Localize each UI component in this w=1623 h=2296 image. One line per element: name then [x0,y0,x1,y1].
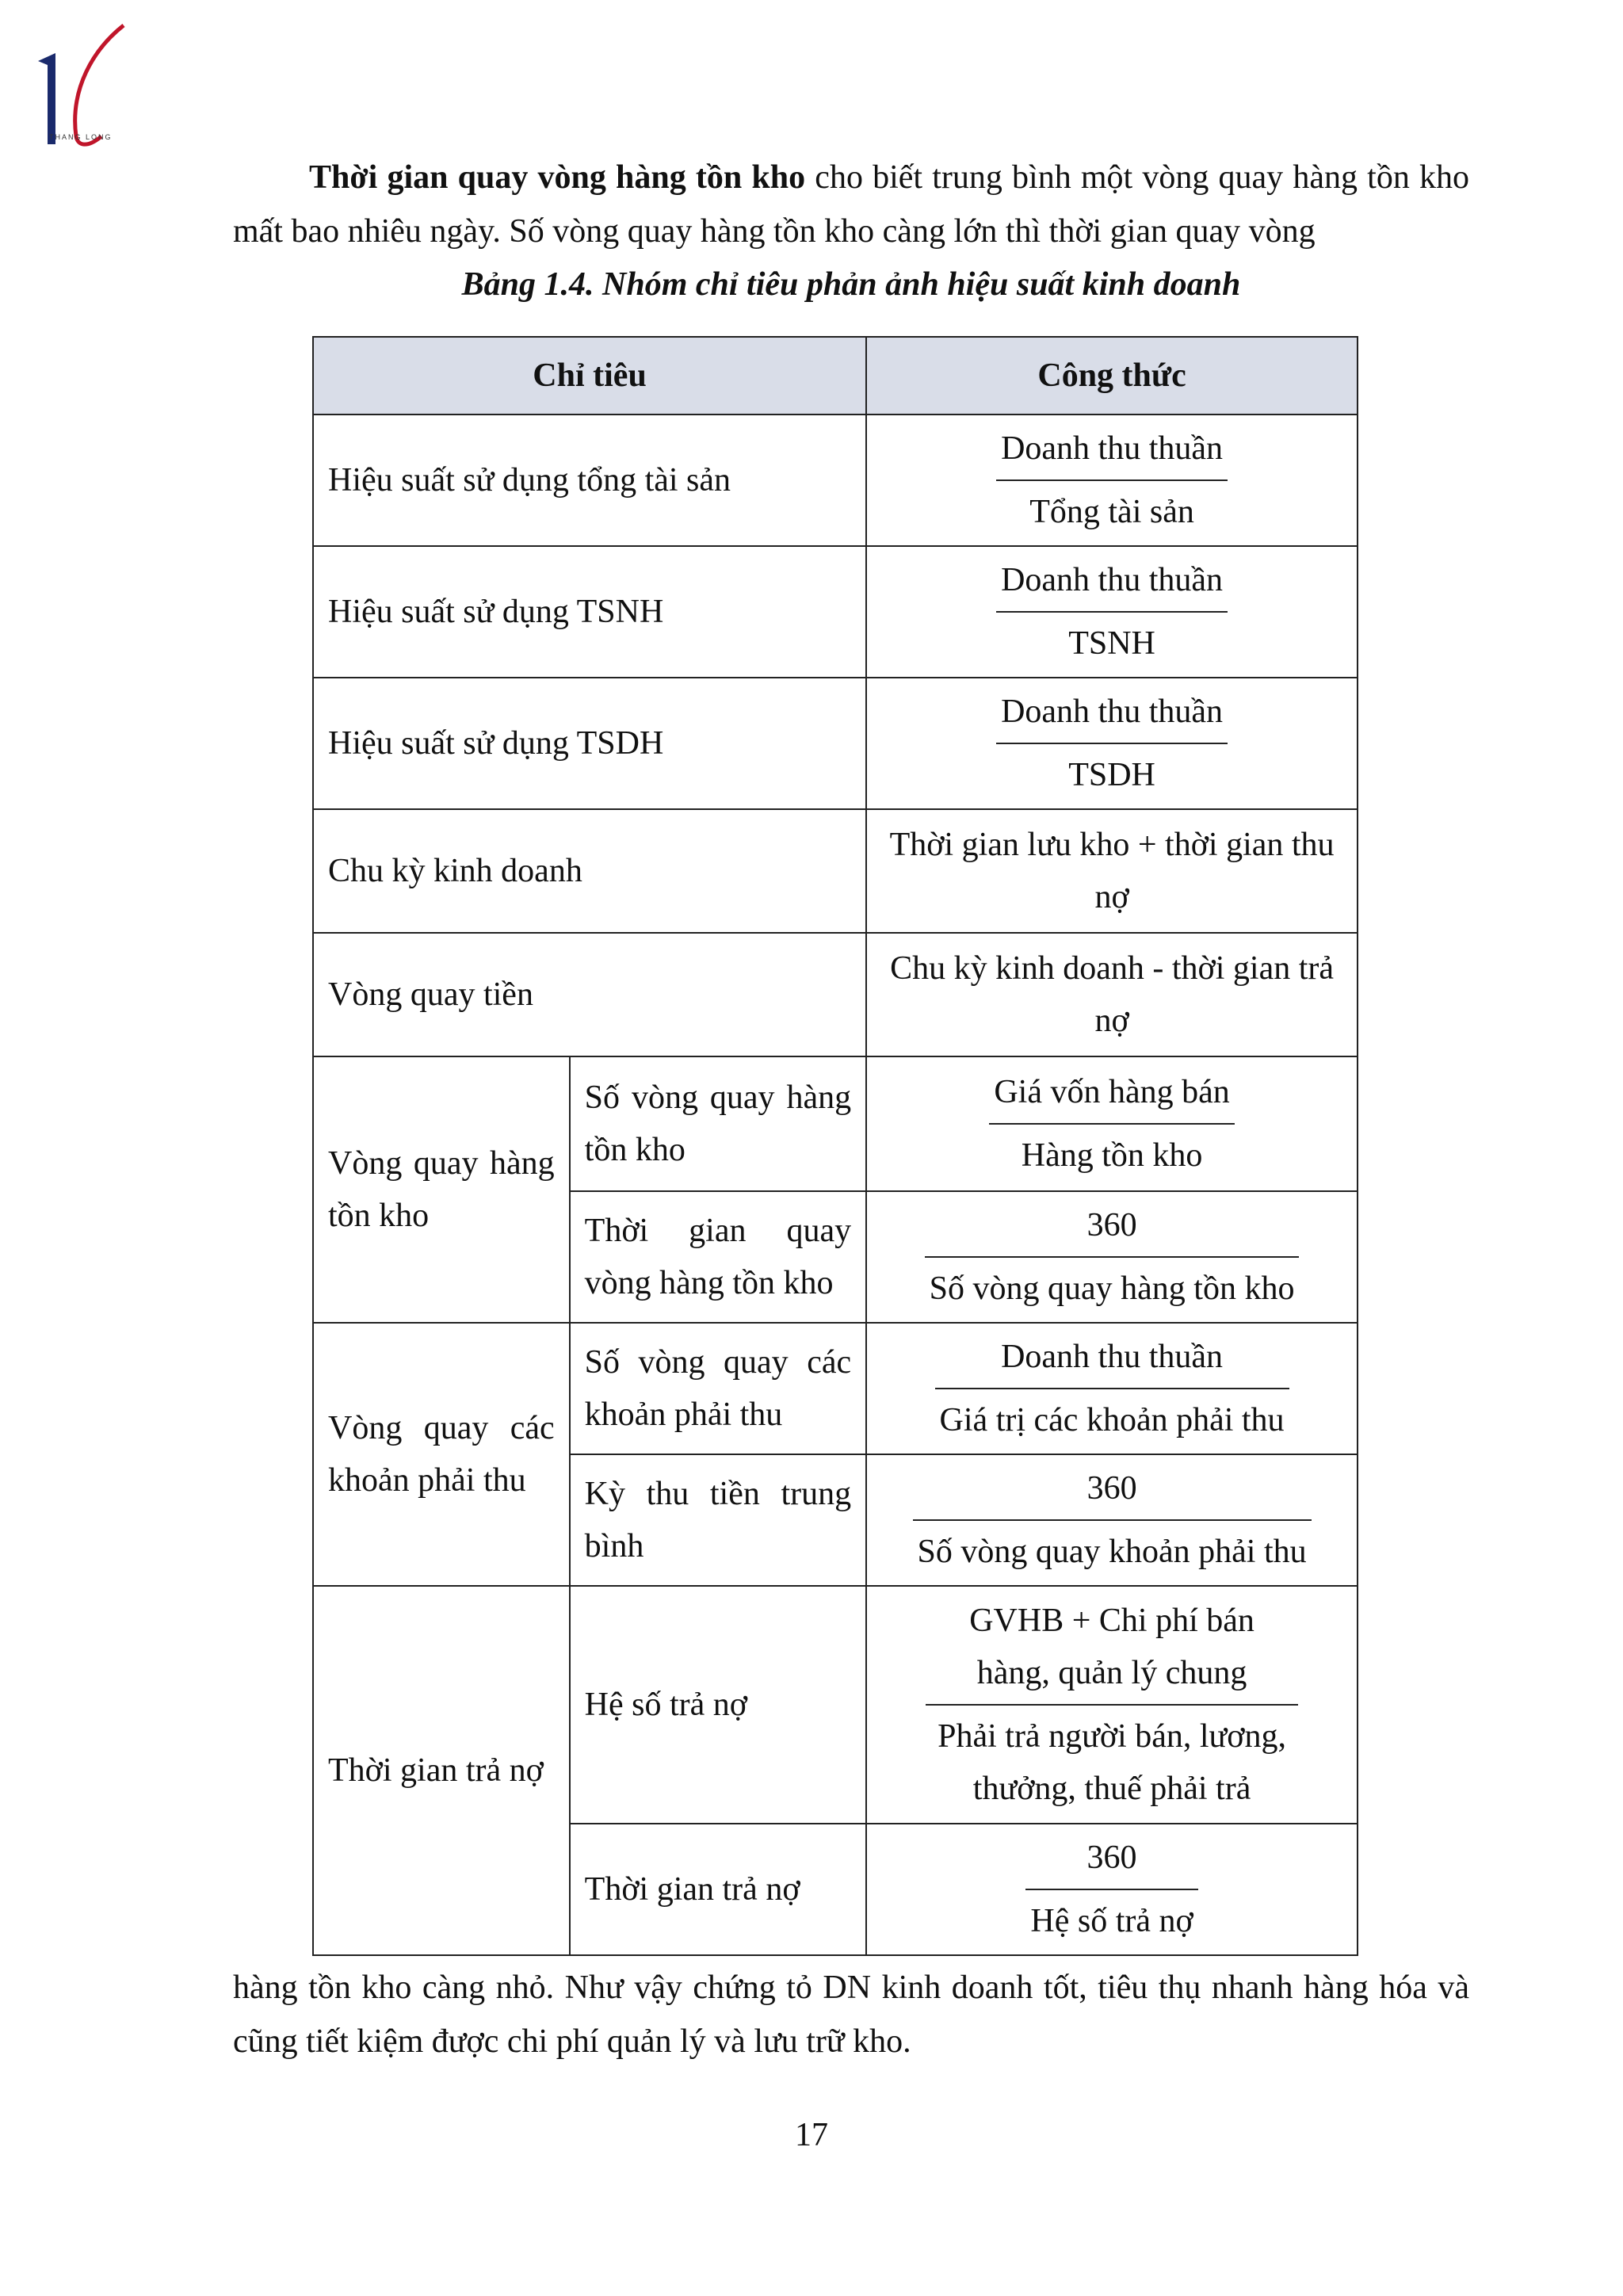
intro-bold-term: Thời gian quay vòng hàng tồn kho [309,159,806,196]
fraction-denominator: Tổng tài sản [1029,494,1194,530]
fraction-numerator: Doanh thu thuần [996,686,1228,744]
sub-label: Số vòng quay các khoản phải thu [570,1323,866,1454]
fraction-numerator: GVHB + Chi phí bán hàng, quản lý chung [926,1595,1298,1706]
formula-cell [866,546,1358,678]
table-caption: Bảng 1.4. Nhóm chỉ tiêu phản ảnh hiệu suất kinh doanh [461,266,1241,303]
sub-label: Thời gian quay vòng hàng tồn kho [570,1191,866,1323]
table-row [313,1586,1358,1824]
formula-text: Thời gian lưu kho + thời gian thu nợ [866,809,1358,933]
formula-cell [866,1824,1358,1955]
formula-cell [866,1454,1358,1586]
formula-cell [866,1056,1358,1191]
formula-cell [866,1191,1358,1323]
fraction [926,1595,1298,1815]
metrics-table [312,336,1358,1956]
table-row [313,1323,1358,1454]
group-label: Thời gian trả nợ [313,1586,570,1955]
table-row [313,1056,1358,1191]
formula-cell [866,415,1358,546]
fraction [925,1199,1300,1315]
formula-text: Chu kỳ kinh doanh - thời gian trả nợ [866,933,1358,1056]
row-label: Hiệu suất sử dụng TSNH [313,546,866,678]
row-label: Hiệu suất sử dụng TSDH [313,678,866,809]
intro-paragraph [233,151,1469,258]
table-row [313,678,1358,809]
fraction-denominator: TSDH [1068,757,1155,793]
row-label: Chu kỳ kinh doanh [313,809,866,933]
fraction-numerator: 360 [1025,1832,1197,1890]
group-label: Vòng quay hàng tồn kho [313,1056,570,1323]
group-label: Vòng quay các khoản phải thu [313,1323,570,1586]
row-label: Vòng quay tiền [313,933,866,1056]
fraction [989,1066,1234,1182]
fraction-numerator: 360 [913,1462,1312,1521]
university-logo [30,17,141,152]
page-number: 17 [795,2117,828,2153]
formula-cell [866,1586,1358,1824]
sub-label: Kỳ thu tiền trung bình [570,1454,866,1586]
row-label: Hiệu suất sử dụng tổng tài sản [313,415,866,546]
formula-cell [866,678,1358,809]
fraction-numerator: Giá vốn hàng bán [989,1066,1234,1125]
fraction-denominator: Số vòng quay khoản phải thu [917,1534,1307,1570]
table-header-row [313,337,1358,415]
sub-label: Thời gian trả nợ [570,1824,866,1955]
logo-caption: THANG LONG [49,133,113,141]
sub-label: Số vòng quay hàng tồn kho [570,1056,866,1191]
fraction-numerator: 360 [925,1199,1300,1258]
fraction-denominator: Phải trả người bán, lương, thưởng, thuế phải trả [938,1718,1287,1807]
header-formula: Công thức [866,337,1358,415]
sub-label: Hệ số trả nợ [570,1586,866,1824]
header-indicator: Chỉ tiêu [313,337,866,415]
table-row [313,933,1358,1056]
fraction [996,554,1228,670]
fraction-numerator: Doanh thu thuần [996,422,1228,481]
fraction-denominator: Giá trị các khoản phải thu [939,1402,1285,1438]
fraction-denominator: Hàng tồn kho [1021,1137,1203,1174]
fraction-denominator: Hệ số trả nợ [1030,1903,1193,1939]
fraction [996,686,1228,801]
table-row [313,546,1358,678]
closing-text: hàng tồn kho càng nhỏ. Như vậy chứng tỏ DN kinh doanh tốt, tiêu thụ nhanh hàng hóa và cũng tiết kiệm được chi phí quản lý và lưu trữ kho. [233,1969,1469,2060]
table-row [313,809,1358,933]
fraction [1025,1832,1197,1947]
table-row [313,415,1358,546]
fraction-denominator: Số vòng quay hàng tồn kho [929,1270,1295,1307]
fraction [996,422,1228,538]
closing-paragraph [233,1961,1469,2069]
fraction-numerator: Doanh thu thuần [996,554,1228,613]
intro-text: cho biết trung bình một vòng quay hàng tồn kho mất bao nhiêu ngày. Số vòng quay hàng tồn kho càng lớn thì thời gian quay vòng [233,159,1469,250]
fraction [913,1462,1312,1578]
formula-cell [866,1323,1358,1454]
fraction-numerator: Doanh thu thuần [935,1331,1289,1389]
fraction-denominator: TSNH [1068,625,1155,662]
fraction [935,1331,1289,1446]
